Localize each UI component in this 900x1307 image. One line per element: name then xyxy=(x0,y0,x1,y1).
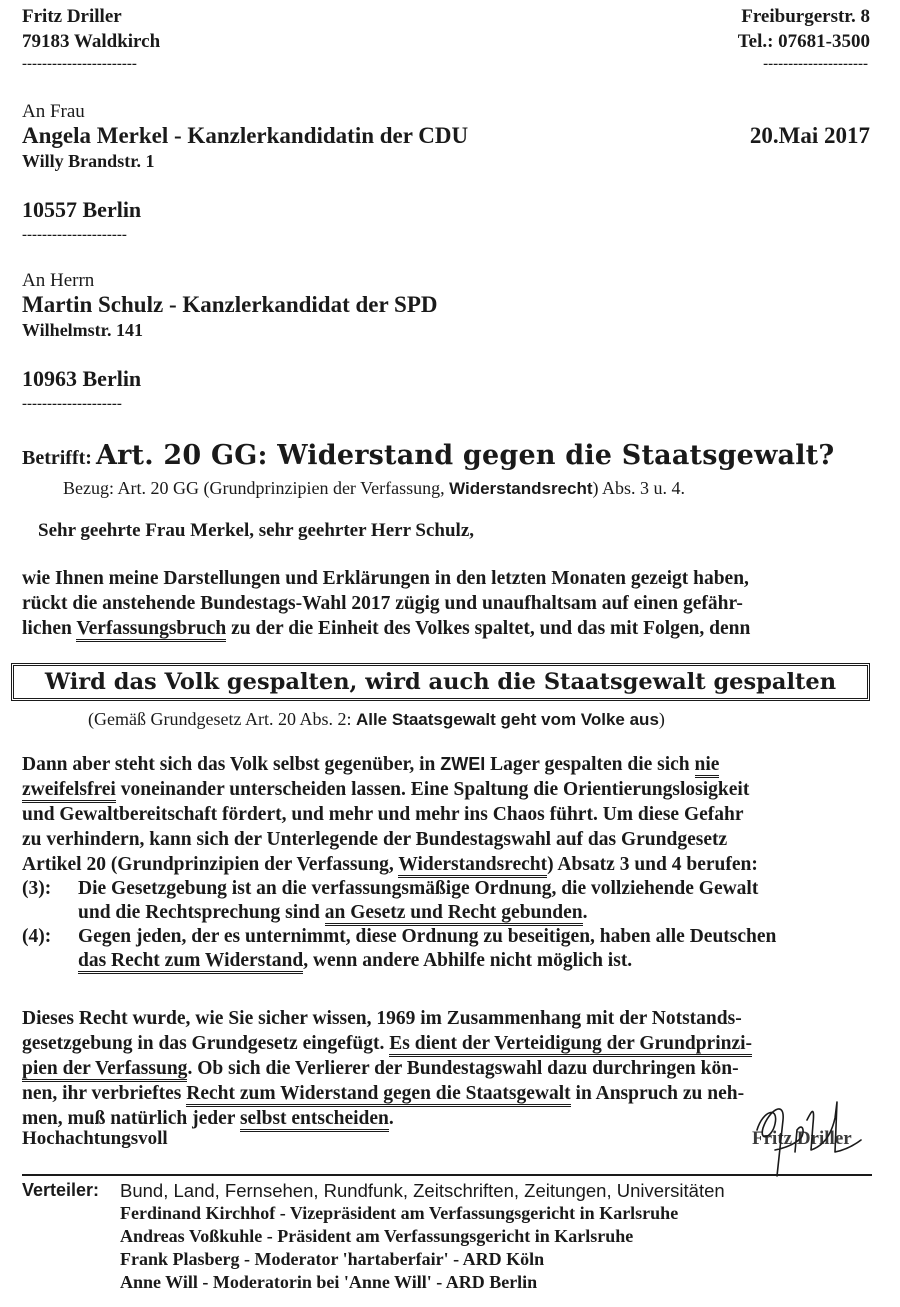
recipient2-divider: -------------------- xyxy=(22,396,122,412)
para2-item3-line2 xyxy=(78,902,587,924)
para1-verfassungsbruch: Verfassungsbruch xyxy=(76,618,226,642)
verteiler-line4: Frank Plasberg - Moderator 'hartaberfair' - ARD Köln xyxy=(120,1249,545,1269)
para3-recht-widerstand: Recht zum Widerstand gegen die Staatsgewalt xyxy=(186,1083,570,1107)
para2-line4: zu verhindern, kann sich der Unterlegende der Bundestagswahl auf das Grundgesetz xyxy=(22,829,728,850)
headline-box xyxy=(11,663,870,701)
para2-line2 xyxy=(22,779,872,801)
verteiler-line1: Bund, Land, Fernsehen, Rundfunk, Zeitschriften, Zeitungen, Universitäten xyxy=(120,1180,725,1201)
para2-widerstandsrecht: Widerstandsrecht xyxy=(398,854,547,878)
subject-prefix: Betrifft: xyxy=(22,447,92,469)
recipient1-name: Angela Merkel - Kanzlerkandidatin der CDU xyxy=(22,123,469,148)
para2-item3-line1: Die Gesetzgebung ist an die verfassungsmäßige Ordnung, die vollziehende Gewalt xyxy=(78,878,759,899)
subject-line xyxy=(22,440,834,471)
para1-line2: rückt die anstehende Bundestags-Wahl 2017 zügig und unaufhaltsam auf einen gefähr- xyxy=(22,593,743,614)
recipient2-name: Martin Schulz - Kanzlerkandidat der SPD xyxy=(22,292,438,317)
para2-line5 xyxy=(22,854,872,876)
para2-item4-line1: Gegen jeden, der es unternimmt, diese Ordnung zu beseitigen, haben alle Deutschen xyxy=(78,926,777,947)
para3-line2 xyxy=(22,1033,872,1055)
verteiler-line5: Anne Will - Moderatorin bei 'Anne Will' - ARD Berlin xyxy=(120,1272,538,1292)
recipient1-city: 10557 Berlin xyxy=(22,197,142,222)
recipient1-street: Willy Brandstr. 1 xyxy=(22,151,155,171)
subject-reference xyxy=(63,478,685,499)
letter-date: 20.Mai 2017 xyxy=(749,123,870,148)
para2-line3: und Gewaltbereitschaft fördert, und mehr und mehr ins Chaos führt. Um diese Gefahr xyxy=(22,804,744,825)
recipient1-salutation: An Frau xyxy=(22,101,85,122)
sender-divider-right: --------------------- xyxy=(763,56,868,72)
greeting: Sehr geehrte Frau Merkel, sehr geehrter Herr Schulz, xyxy=(38,520,474,541)
recipient1-divider: --------------------- xyxy=(22,227,127,243)
reference-text-end: ) Abs. 3 u. 4. xyxy=(592,478,686,498)
verteiler-label: Verteiler: xyxy=(22,1180,100,1200)
signature-name: Fritz Driller xyxy=(752,1128,852,1149)
headline-text: Wird das Volk gespalten, wird auch die Staatsgewalt gespalten xyxy=(44,669,837,695)
para3-l3-end: . Ob sich die Verlierer der Bundestagswahl dazu durchringen kön- xyxy=(187,1058,739,1079)
para2-l5-end: ) Absatz 3 und 4 berufen: xyxy=(547,854,758,875)
verteiler-line2: Ferdinand Kirchhof - Vizepräsident am Verfassungsgericht in Karlsruhe xyxy=(120,1203,679,1223)
headline-note-end: ) xyxy=(658,709,665,729)
para2-l1-start: Dann aber steht sich das Volk selbst gegenüber, in xyxy=(22,754,441,775)
item3-start: und die Rechtsprechung sind xyxy=(78,902,325,923)
item4-end: , wenn andere Abhilfe nicht möglich ist. xyxy=(303,950,633,971)
para3-grundprinzipien: Es dient der Verteidigung der Grundprinzi- xyxy=(389,1033,752,1057)
para1-line3-start: lichen xyxy=(22,618,77,639)
sender-phone: Tel.: 07681-3500 xyxy=(737,31,870,52)
para3-verfassung: pien der Verfassung xyxy=(22,1058,187,1082)
headline-note-start: (Gemäß Grundgesetz Art. 20 Abs. 2: xyxy=(88,709,356,729)
para3-l4-end: in Anspruch zu neh- xyxy=(570,1083,745,1104)
para2-nie: nie xyxy=(695,754,720,778)
para3-selbst-entscheiden: selbst entscheiden xyxy=(240,1108,389,1132)
para3-l5-end: . xyxy=(388,1108,394,1129)
item4-recht-zum-widerstand: das Recht zum Widerstand xyxy=(78,950,303,974)
para2-item4-number: (4): xyxy=(22,926,52,947)
para2-item4-line2 xyxy=(78,950,632,972)
closing: Hochachtungsvoll xyxy=(22,1128,168,1149)
para2-line1 xyxy=(22,754,872,776)
para2-l1-mid: Lager gespalten die sich xyxy=(485,754,695,775)
item3-gesetz-recht: an Gesetz und Recht gebunden xyxy=(325,902,583,926)
para2-l5-start: Artikel 20 (Grundprinzipien der Verfassung, xyxy=(22,854,399,875)
verteiler-rule xyxy=(22,1174,872,1176)
headline-note-quote: Alle Staatsgewalt geht vom Volke aus xyxy=(355,710,659,729)
sender-divider-left: ----------------------- xyxy=(22,56,137,72)
para1-line1: wie Ihnen meine Darstellungen und Erklärungen in den letzten Monaten gezeigt haben, xyxy=(22,568,749,589)
para2-zwei: ZWEI xyxy=(440,754,486,774)
item3-end: . xyxy=(582,902,588,923)
reference-emphasis: Widerstandsrecht xyxy=(449,479,593,498)
para3-line3 xyxy=(22,1058,872,1080)
headline-note xyxy=(88,709,665,730)
para1-line3 xyxy=(22,618,872,640)
recipient2-city: 10963 Berlin xyxy=(22,366,142,391)
para2-zweifelsfrei: zweifelsfrei xyxy=(22,779,116,803)
para2-item3-number: (3): xyxy=(22,878,52,899)
para3-l2-start: gesetzgebung in das Grundgesetz eingefügt. xyxy=(22,1033,390,1054)
subject-title: Art. 20 GG: Widerstand gegen die Staatsgewalt? xyxy=(95,440,835,471)
para3-l5-start: men, muß natürlich jeder xyxy=(22,1108,240,1129)
para2-l2-end: voneinander unterscheiden lassen. Eine Spaltung die Orientierungslosigkeit xyxy=(115,779,750,800)
sender-name: Fritz Driller xyxy=(22,6,122,27)
para3-l4-start: nen, ihr verbrieftes xyxy=(22,1083,187,1104)
para3-line1: Dieses Recht wurde, wie Sie sicher wissen, 1969 im Zusammenhang mit der Notstands- xyxy=(22,1008,742,1029)
para1-line3-end: zu der die Einheit des Volkes spaltet, und das mit Folgen, denn xyxy=(226,618,751,639)
sender-street: Freiburgerstr. 8 xyxy=(741,6,870,27)
verteiler-line3: Andreas Voßkuhle - Präsident am Verfassungsgericht in Karlsruhe xyxy=(120,1226,634,1246)
reference-text: Bezug: Art. 20 GG (Grundprinzipien der Verfassung, xyxy=(63,478,450,498)
recipient2-salutation: An Herrn xyxy=(22,270,95,291)
recipient2-street: Wilhelmstr. 141 xyxy=(22,320,144,340)
sender-city: 79183 Waldkirch xyxy=(22,31,161,52)
